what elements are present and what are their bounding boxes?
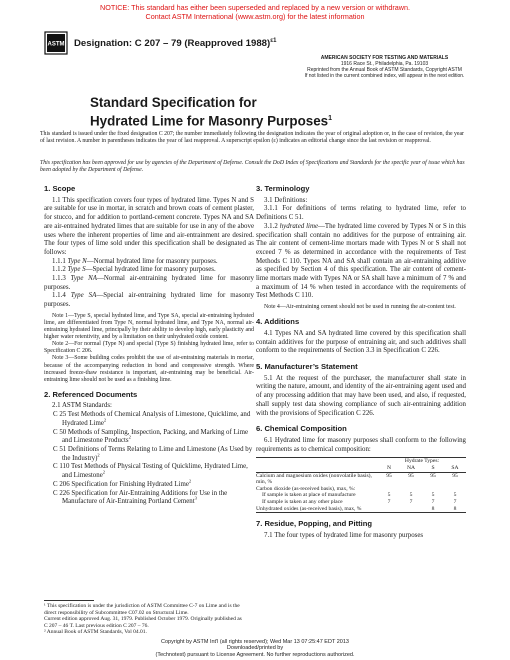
table-column-header: N [378,465,400,472]
reference-item: C 110 Test Methods of Physical Testing of Quicklime, Hydrated Lime, and Limestone$^2$ [53,463,248,480]
table-group-header: Hydrate Types: [378,458,466,465]
section-5-heading: 5. Manufacturer’s Statement [256,362,358,372]
left-column [44,185,254,507]
footnote-1b: Current edition approved Aug. 31, 1979. Published October 1979. Originally published as C 207 – 46 T. Last previous edition C 207 – 76. [44,616,242,629]
section-6-1: 6.1 Hydrated lime for masonry purposes shall conform to the following requirements as to chemical composition: [256,436,466,453]
publisher-org: AMERICAN SOCIETY FOR TESTING AND MATERIALS [320,55,449,61]
designation [74,38,276,49]
table-row: Carbon dioxide (as-received basis), max, %: [256,485,356,492]
table-row: If sample is taken at any other place 7 7 7 7 [262,498,457,505]
designation-text: Designation: C 207 – 79 (Reapproved 1988) [74,38,271,50]
table-corner [256,458,378,465]
notice-line-1: NOTICE: This standard has either been superseded and replaced by a new version or withdrawn. [100,3,410,12]
publisher-note-2: If not listed in the current combined index, will appear in the next edition. [304,73,465,79]
notice-line-2: Contact ASTM International (www.astm.org) for the latest information [145,11,365,21]
reference-item: C 25 Test Methods of Chemical Analysis of Limestone, Quicklime, and Hydrated Lime$^2$ [53,411,251,427]
table-row: Unhydrated oxides (as-received basis), max, % 8 8 [256,506,466,513]
issuance-note: This standard is issued under the fixed designation C 207; the number immediately following the designation indicates the year of original adoption or, in the case of revision, the year of last revision. A number in parentheses indicates the year of last reapproval. A superscript epsilon (ε) indicates an editorial change since the last revision or reapproval. [40,131,464,145]
section-5-1: 5.1 At the request of the purchaser, the manufacturer shall state in writing the nature, amount, and identity of the air-entraining agent used and of any processing addition that may have been used, and also, if requested, shall supply test data showing compliance of such air-entraining addition with the provisions of Specification C 226. [256,374,466,417]
section-1-1-3: 1.1.3 Type NA—Normal air-entraining hydrated lime for masonry purposes. [44,275,254,291]
table-header-row [256,465,466,472]
reference-item: C 226 Specification for Air-Entraining Additions for Use in the Manufacture of Air-Entraining Portland Cement$^3$ [53,489,228,506]
document-title [90,95,332,128]
note-4: Note 4—Air-entraining cement should not be used in running the air-content test. [264,304,456,311]
title-line-2: Hydrated Lime for Masonry Purposes [90,112,329,128]
section-7-1: 7.1 The four types of hydrated lime for masonry purposes [264,531,424,539]
section-4-1: 4.1 Types NA and SA hydrated lime covered by this specification shall contain additives for the purpose of entraining air, and such additives shall conform to the requirements of Section 3.3 in Specification C 226. [256,329,466,355]
section-1-heading: 1. Scope [44,184,76,193]
note-3: Note 3—Some building codes prohibit the use of air-entraining materials in mortar, because of the accompanying reduction in bond and compressive strength. Where increased freeze-thaw resistance is important, air-entraining may be beneficial. Air-entraining lime should not be used as a finishing lime. [44,355,254,383]
footnote-rule [44,600,94,601]
table-column-header: S [422,465,444,472]
table-row: If sample is taken at place of manufacture 5 5 5 5 [262,492,457,499]
copyright-footer [0,639,510,658]
table-column-header: SA [444,465,466,472]
astm-logo-text: ASTM [47,41,65,48]
section-2-heading: 2. Referenced Documents [44,389,138,399]
publisher-note-1: Reprinted from the Annual Book of ASTM Standards, Copyright ASTM [307,67,462,73]
section-1-1-4: 1.1.4 Type SA—Special air-entraining hydrated lime for masonry purposes. [44,292,255,309]
section-1-1-1: 1.1.1 Type N—Normal hydrated lime for masonry purposes. [52,257,218,265]
publisher-block [282,55,487,79]
note-1: Note 1—Type S, special hydrated lime, and Type SA, special air-entraining hydrated lime, are differentiated from Type N, normal hydrated lime, and Type NA, normal air-entraining hydrated lime, principally by their ability to develop high, early plasticity and higher water retentivity, and by a limitation on their unhydrated oxide content. [44,312,254,341]
footnote-2: ² Annual Book of ASTM Standards, Vol 04.01. [44,629,147,636]
designation-sup: ε1 [270,38,277,44]
chemical-composition-table [256,457,466,513]
title-line-1: Standard Specification for [90,95,257,110]
footer-line-2: Downloaded/printed by [226,645,284,652]
section-1-1: 1.1 This specification covers four types of hydrated lime. Types N and S are suitable for use in mortar, in scratch and brown coats of cement plaster, for stucco, and for addition to portland-cement concrete. Types NA and SA are air-entrained hydrated limes that are suitable for use in any of the above uses where the inherent properties of lime and air-entrainment are desired. The four types of lime sold under this specification shall be designated as follows: [44,196,254,256]
section-6-heading: 6. Chemical Composition [256,424,347,434]
right-column [256,185,466,541]
footer-line-1: Copyright by ASTM Int'l (all rights reserved); Wed Mar 13 07:25:47 EDT 2013 [161,639,349,645]
reference-item: C 206 Specification for Finishing Hydrated Lime$^2$ [53,478,192,488]
title-sup: 1 [328,114,333,122]
footnote-1: ¹ This specification is under the jurisdiction of ASTM Committee C-7 on Lime and is the direct responsibility of Subcommittee C07.02 on Structural Lime. [44,603,240,616]
reference-item: C 50 Methods of Sampling, Inspection, Packing, and Marking of Lime and Limestone Products$^2$ [53,428,249,445]
section-3-1-1: 3.1.1 For definitions of terms relating to hydrated lime, refer to Definitions C 51. [256,205,466,222]
footnotes [44,600,244,636]
section-3-1: 3.1 Definitions: [264,196,308,204]
section-4-heading: 4. Additions [256,317,300,327]
section-2-1: 2.1 ASTM Standards: [52,402,112,410]
publisher-address: 1916 Race St., Philadelphia, Pa. 19103 [340,61,429,67]
reference-item: C 51 Definitions of Terms Relating to Lime and Limestone (As Used by the Industry)$^2$ [53,446,253,462]
note-2: Note 2—For normal (Type N) and special (Type S) finishing hydrated lime, refer to Specification C 206. [44,341,254,355]
section-3-1-2: 3.1.2 hydrated lime—The hydrated lime covered by Types N or S in this specification shall contain no additives for the purpose of entraining air. The air content of cement-lime mortars made with Types N or S shall not exceed 7 % as determined in accordance with the requirements of Test Methods C 110. Types NA and SA shall contain an air-entraining additive as specified by Section 4 of this specification. The air content of cement-lime mortars made with Types NA or SA shall have a minimum of 7 % and a maximum of 14 % when tested in accordance with the requirements of Test Methods C 110. [256,222,466,300]
astm-logo-icon [44,31,68,55]
dod-approval-note: This specification has been approved for use by agencies of the Department of Defense. Consult the DoD Index of Specifications and Standards for the specific year of issue which has been adopted by the Department of Defense. [40,160,465,174]
section-7-heading: 7. Residue, Popping, and Pitting [256,519,373,529]
section-3-heading: 3. Terminology [256,184,310,193]
notice-banner [0,4,510,21]
footer-line-3: (Technotest) pursuant to License Agreement. No further reproductions authorized. [155,651,355,658]
table-row: Calcium and magnesium oxides (nonvolatile basis), min, % 95 95 95 95 [256,472,458,486]
table-column-header: NA [400,465,422,472]
section-1-1-2: 1.1.2 Type S—Special hydrated lime for masonry purposes. [52,266,216,274]
